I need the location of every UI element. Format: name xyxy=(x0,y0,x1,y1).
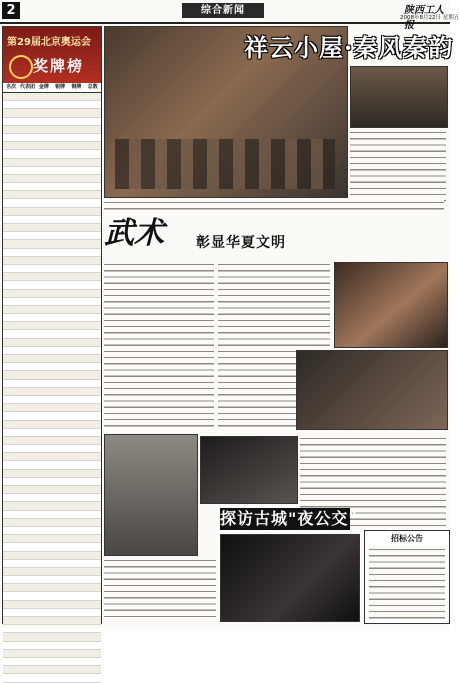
medal-table-row xyxy=(3,290,101,298)
medal-table-subtitle: 奖牌榜 xyxy=(33,57,85,75)
medal-table-row xyxy=(3,191,101,199)
ad-box xyxy=(364,530,450,624)
medal-table-row xyxy=(3,568,101,576)
medal-table-row xyxy=(3,216,101,224)
medal-table-title: 第29届北京奥运会 xyxy=(7,37,91,48)
medal-table-row xyxy=(3,642,101,650)
medal-table-row xyxy=(3,380,101,388)
medal-table-row xyxy=(3,470,101,478)
medal-table-row xyxy=(3,240,101,248)
medal-table-row xyxy=(3,265,101,273)
medal-table-row xyxy=(3,519,101,527)
medal-table-row xyxy=(3,429,101,437)
medal-table-row xyxy=(3,322,101,330)
medal-table-row xyxy=(3,576,101,584)
olympic-ring-icon xyxy=(9,55,33,79)
medal-table-row xyxy=(3,404,101,412)
photo-crowd xyxy=(115,139,335,189)
column-bronze: 铜牌 xyxy=(71,84,82,90)
column-silver: 银牌 xyxy=(55,84,66,90)
third-story-photo xyxy=(104,434,198,556)
newspaper-logo: 陕西工人报 xyxy=(404,5,444,31)
second-story-body-left xyxy=(104,262,214,428)
column-total: 总数 xyxy=(87,84,98,90)
medal-table-row xyxy=(3,461,101,469)
medal-table-row xyxy=(3,412,101,420)
medal-table-row xyxy=(3,208,101,216)
medal-table-row xyxy=(3,355,101,363)
masthead xyxy=(0,0,459,31)
third-story-photo-secondary xyxy=(200,436,298,504)
medal-table-row xyxy=(3,592,101,600)
top-story-body-main xyxy=(104,200,444,210)
medal-table-row xyxy=(3,93,101,101)
medal-table-row xyxy=(3,314,101,322)
second-story-headline: 武术 xyxy=(104,216,164,251)
column-rank: 名次 xyxy=(6,84,17,90)
medal-table-row xyxy=(3,159,101,167)
medal-table-row xyxy=(3,142,101,150)
ad-title: 招标公告 xyxy=(391,534,423,543)
page-number: 2 xyxy=(2,2,20,19)
medal-table-row xyxy=(3,150,101,158)
medal-table-row xyxy=(3,298,101,306)
medal-table-row xyxy=(3,371,101,379)
medal-table-row xyxy=(3,437,101,445)
medal-table-row xyxy=(3,601,101,609)
medal-table-row xyxy=(3,478,101,486)
second-story-subhead: 彰显华夏文明 xyxy=(196,235,286,251)
medal-table-rows xyxy=(3,93,101,683)
medal-table-row xyxy=(3,511,101,519)
medal-table-row xyxy=(3,486,101,494)
medal-table-row xyxy=(3,396,101,404)
medal-table-row xyxy=(3,167,101,175)
medal-table-row xyxy=(3,232,101,240)
medal-table-row xyxy=(3,658,101,666)
medal-table xyxy=(2,26,102,624)
medal-table-row xyxy=(3,502,101,510)
medal-table-row xyxy=(3,126,101,134)
third-story-body-left xyxy=(104,558,216,620)
medal-table-row xyxy=(3,273,101,281)
medal-table-row xyxy=(3,560,101,568)
third-story-headline: 探访古城"夜公交" xyxy=(220,509,358,528)
medal-table-row xyxy=(3,306,101,314)
second-story-photo-secondary xyxy=(296,350,448,430)
medal-table-row xyxy=(3,339,101,347)
column-team: 代表团 xyxy=(19,84,35,90)
medal-table-row xyxy=(3,543,101,551)
medal-table-row xyxy=(3,666,101,674)
medal-table-row xyxy=(3,330,101,338)
medal-table-row xyxy=(3,281,101,289)
medal-table-row xyxy=(3,347,101,355)
medal-table-row xyxy=(3,421,101,429)
medal-table-row xyxy=(3,183,101,191)
medal-table-columns xyxy=(3,83,101,93)
medal-table-row xyxy=(3,118,101,126)
medal-table-row xyxy=(3,584,101,592)
medal-table-row xyxy=(3,199,101,207)
medal-table-row xyxy=(3,134,101,142)
medal-table-row xyxy=(3,674,101,682)
medal-table-row xyxy=(3,453,101,461)
top-story-headline: 祥云小屋·秦风秦韵 xyxy=(244,33,454,62)
medal-table-row xyxy=(3,633,101,641)
medal-table-row xyxy=(3,101,101,109)
column-gold: 金牌 xyxy=(38,84,49,90)
medal-table-row xyxy=(3,249,101,257)
ad-body xyxy=(369,547,445,619)
medal-table-row xyxy=(3,535,101,543)
medal-table-row xyxy=(3,445,101,453)
medal-table-header xyxy=(3,27,101,83)
medal-table-row xyxy=(3,625,101,633)
medal-table-row xyxy=(3,257,101,265)
medal-table-row xyxy=(3,363,101,371)
medal-table-row xyxy=(3,388,101,396)
issue-date: 2008年8月22日 星期五 xyxy=(400,15,459,21)
medal-table-row xyxy=(3,175,101,183)
medal-table-row xyxy=(3,617,101,625)
medal-table-row xyxy=(3,552,101,560)
third-story-photo-bus xyxy=(220,534,360,622)
medal-table-row xyxy=(3,224,101,232)
top-story-body-right xyxy=(350,130,446,206)
top-story-photo-secondary xyxy=(350,66,448,128)
section-name: 综合新闻 xyxy=(182,3,264,18)
medal-table-row xyxy=(3,109,101,117)
medal-table-row xyxy=(3,494,101,502)
second-story-photo xyxy=(334,262,448,348)
medal-table-row xyxy=(3,609,101,617)
medal-table-row xyxy=(3,527,101,535)
medal-table-row xyxy=(3,650,101,658)
